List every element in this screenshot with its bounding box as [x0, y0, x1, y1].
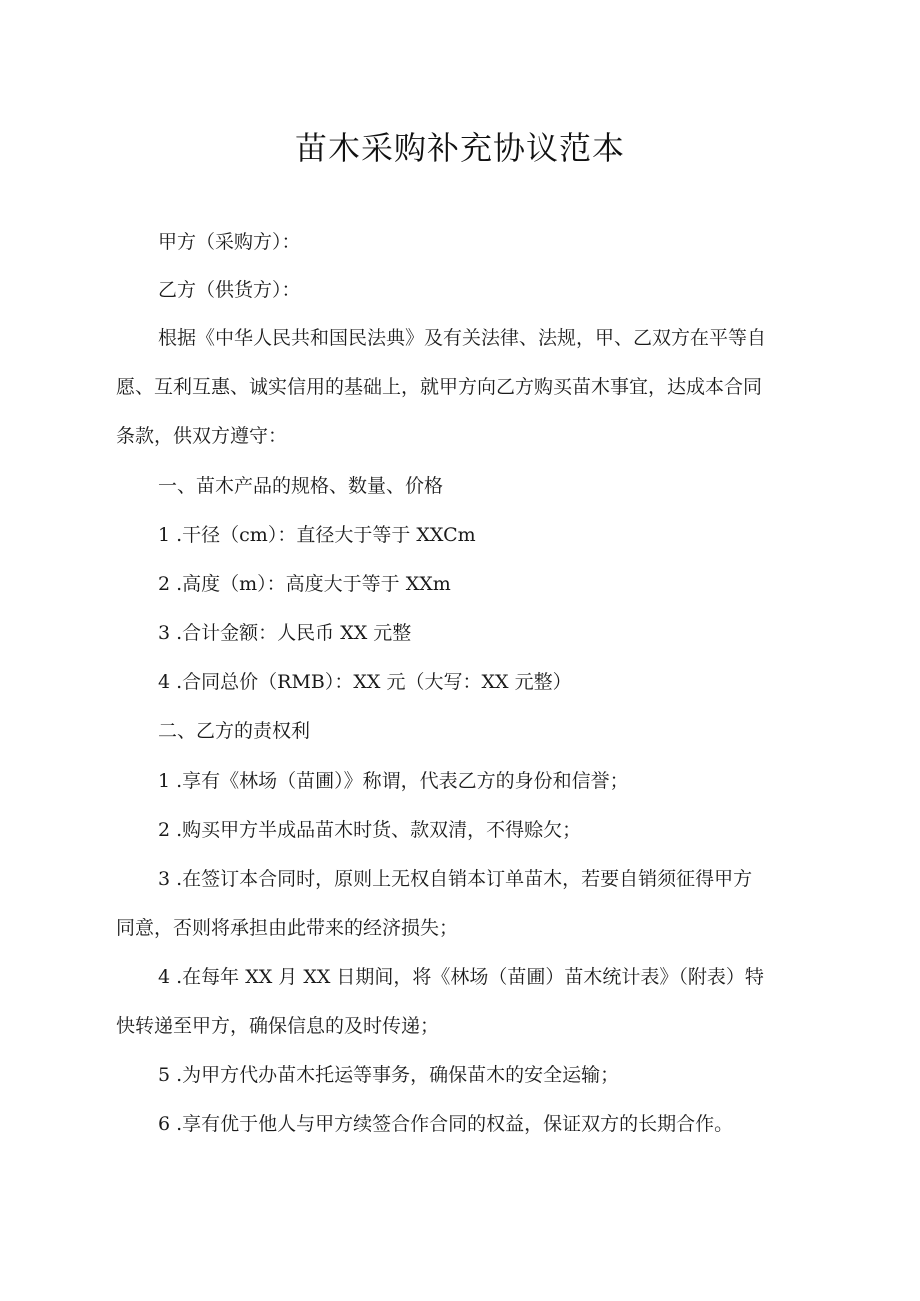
section-1-item-4: 4 .合同总价（RMB）：XX 元（大写：XX 元整） — [158, 671, 572, 693]
section-2-item-3-line-1: 3 .在签订本合同时，原则上无权自销本订单苗木，若要自销须征得甲方 — [158, 868, 753, 890]
section-2-item-4-line-1: 4 .在每年 XX 月 XX 日期间，将《林场（苗圃）苗木统计表》（附表）特 — [158, 966, 764, 988]
section-2-item-3-line-2: 同意，否则将承担由此带来的经济损失； — [116, 917, 459, 939]
section-2-heading: 二、乙方的责权利 — [158, 720, 311, 742]
section-1-heading: 一、苗木产品的规格、数量、价格 — [158, 475, 444, 497]
party-b-line: 乙方（供货方）： — [158, 279, 301, 301]
section-2-item-5: 5 .为甲方代办苗木托运等事务，确保苗木的安全运输； — [158, 1064, 620, 1086]
document-title: 苗木采购补充协议范本 — [294, 129, 625, 167]
section-1-item-1: 1 .干径（cm）：直径大于等于 XXCm — [158, 524, 476, 546]
section-2-item-6: 6 .享有优于他人与甲方续签合作合同的权益，保证双方的长期合作。 — [158, 1113, 734, 1135]
section-2-item-4-line-2: 快转递至甲方，确保信息的及时传递； — [116, 1015, 440, 1037]
preamble-line-1: 根据《中华人民共和国民法典》及有关法律、法规，甲、乙双方在平等自 — [158, 327, 767, 349]
section-1-item-3: 3 .合计金额：人民币 XX 元整 — [158, 622, 412, 644]
party-a-line: 甲方（采购方）： — [158, 231, 301, 253]
section-2-item-2: 2 .购买甲方半成品苗木时货、款双清，不得赊欠； — [158, 819, 582, 841]
preamble-line-3: 条款，供双方遵守： — [116, 425, 288, 447]
section-1-item-2: 2 .高度（m）：高度大于等于 XXm — [158, 573, 451, 595]
section-2-item-1: 1 .享有《林场（苗圃）》称谓，代表乙方的身份和信誉； — [158, 770, 629, 792]
preamble-line-2: 愿、互利互惠、诚实信用的基础上，就甲方向乙方购买苗木事宜，达成本合同 — [116, 376, 763, 398]
